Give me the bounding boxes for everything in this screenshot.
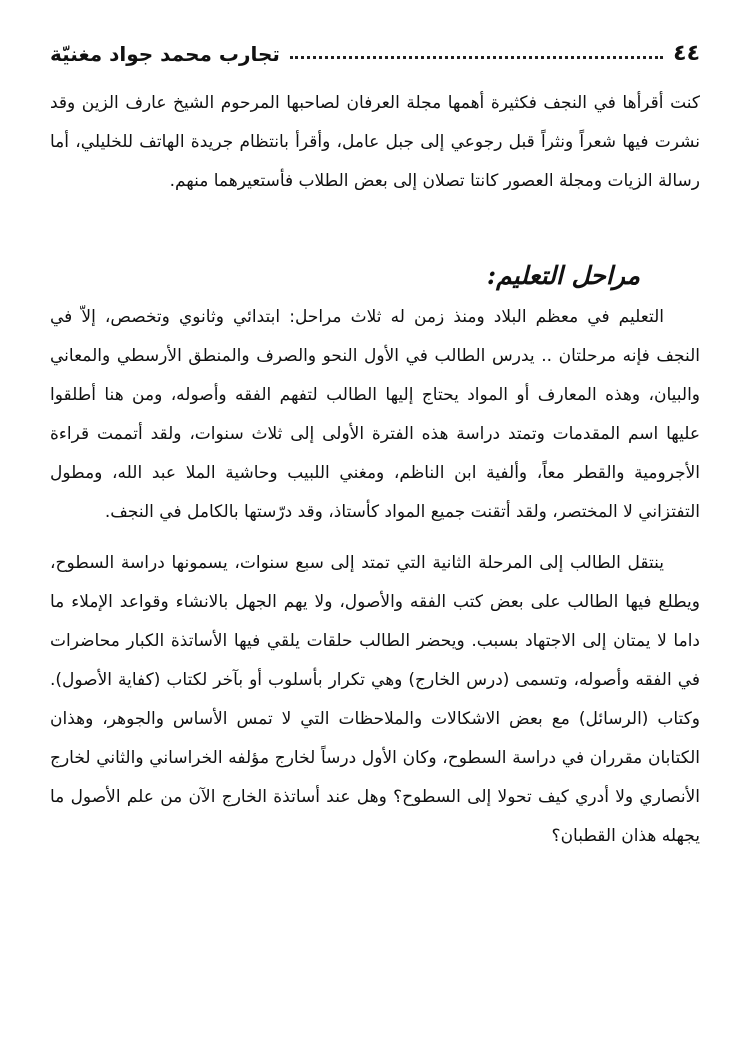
header-dotted-leader	[290, 56, 663, 59]
paragraph-2: التعليم في معظم البلاد ومنذ زمن له ثلاث مراحل: ابتدائي وثانوي وتخصص، إلاّ في النجف فإنه مرحلتان .. يدرس الطالب في الأول النحو والصرف والمنطق الأرسطي والمعاني والبيان، وهذه المعارف أو المواد يحتاج إليها الطالب لتفهم الفقه وأصوله، ومن هنا أطلقوا عليها اسم المقدمات وتمتد دراسة هذه الفترة الأولى إلى ثلاث سنوات، ولقد أتممت قراءة الأجرومية والقطر معاً، وألفية ابن الناظم، ومغني اللبيب وحاشية الملا عبد الله، ومطول التفتزاني لا المختصر، ولقد أتقنت جميع المواد كأستاذ، وقد درّستها بالكامل في النجف.	[50, 307, 700, 522]
paragraph-3: ينتقل الطالب إلى المرحلة الثانية التي تمتد إلى سبع سنوات، يسمونها دراسة السطوح، ويطلع فيها الطالب على بعض كتب الفقه والأصول، ولا يهم الجهل بالانشاء وقواعد الإملاء ما داما لا يمتان إلى الاجتهاد بسبب. ويحضر الطالب حلقات يلقي فيها الأساتذة الكبار محاضرات في الفقه وأصوله، وتسمى (درس الخارج) وهي تكرار بأسلوب أو بآخر لكتاب (كفاية الأصول). وكتاب (الرسائل) مع بعض الاشكالات والملاحظات التي لا تمس الأساس والجوهر، وهذان الكتابان مقرران في دراسة السطوح، وكان الأول درساً لخارج مؤلفه الخراساني والثاني لخارج الأنصاري ولا أدري كيف تحولا إلى السطوح؟ وهل عند أساتذة الخارج الآن من علم الأصول ما يجهله هذان القطبان؟	[50, 553, 700, 846]
page-header	[50, 30, 700, 66]
book-page	[50, 30, 700, 1040]
page-number: ٤٤	[673, 41, 700, 66]
running-title: تجارب محمد جواد مغنيّة	[50, 42, 280, 66]
section-heading: مراحل التعليم:	[486, 261, 640, 290]
paragraph-1: كنت أقرأها في النجف فكثيرة أهمها مجلة العرفان لصاحبها المرحوم الشيخ عارف الزين وقد نشرت فيها شعراً ونثراً قبل رجوعي إلى جبل عامل، وأقرأ بانتظام جريدة الهاتف للخليلي، أما رسالة الزيات ومجلة العصور كانتا تصلان إلى بعض الطلاب فأستعيرهما منهم.	[50, 93, 700, 191]
